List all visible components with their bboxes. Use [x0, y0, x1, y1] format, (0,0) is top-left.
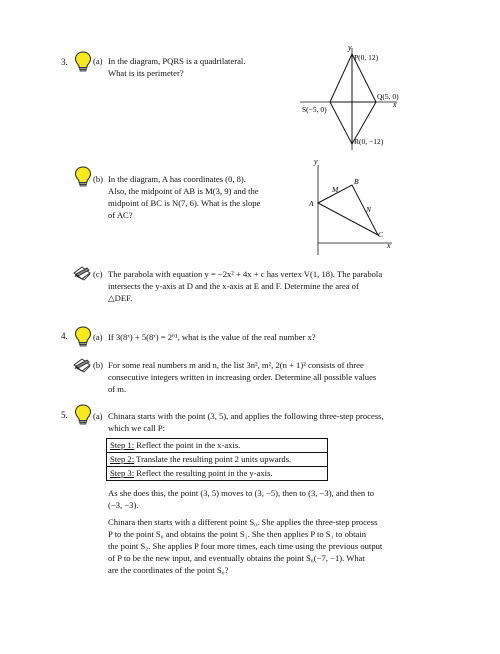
- step-row-3: [106, 466, 328, 481]
- y-axis-label: y: [348, 43, 352, 52]
- q5a-para3-line-1: Chinara then starts with a different point S₀. She applies the three-step process: [108, 517, 378, 527]
- pencil-icon: [71, 264, 93, 282]
- lightbulb-icon: [74, 166, 92, 188]
- y-axis-label: y: [314, 157, 318, 166]
- step-3-label: Step 3:: [110, 468, 135, 478]
- point-s-label: S(−5, 0): [302, 105, 327, 114]
- q3a-label: (a): [93, 56, 103, 66]
- step-3-text: Reflect the resulting point in the y-axis.: [136, 468, 273, 478]
- point-a-label: A: [309, 199, 314, 208]
- point-c-label: C: [378, 230, 384, 239]
- q5a-para3-line-2: P to the point S₀ and obtains the point S₁. She then applies P to S₁ to obtain: [108, 529, 367, 539]
- q3b-text-line-1: In the diagram, A has coordinates (0, 8).: [108, 174, 246, 184]
- pencil-icon: [71, 356, 93, 374]
- q4b-text-line-1: For some real numbers m and n, the list 3n², m², 2(n + 1)² consists of three: [108, 360, 364, 370]
- q4a-text-line-1: If 3(8ˣ) + 5(8ˣ) = 2⁶¹, what is the value of the real number x?: [108, 332, 316, 342]
- step-2-label: Step 2:: [110, 454, 135, 464]
- step-row-2: [106, 452, 328, 466]
- lightbulb-icon: [74, 51, 92, 73]
- q5a-text-line-1: Chinara starts with the point (3, 5), and applies the following three-step process,: [108, 411, 384, 421]
- q5a-label: (a): [93, 411, 103, 421]
- q3c-label: (c): [93, 269, 103, 279]
- x-axis-label: x: [393, 100, 397, 109]
- quadrilateral-diagram: [290, 40, 400, 152]
- question-number-5: 5.: [61, 410, 68, 420]
- quadrilateral-pqrs: [330, 54, 376, 144]
- triangle-diagram: [300, 155, 400, 257]
- q5a-text-line-2: which we call P:: [108, 423, 166, 433]
- question-number-4: 4.: [61, 331, 68, 341]
- step-1-label: Step 1:: [110, 440, 135, 450]
- q3c-text-line-3: △DEF.: [108, 293, 133, 303]
- lightbulb-icon: [74, 326, 92, 348]
- q4b-label: (b): [93, 360, 104, 370]
- q4b-text-line-2: consecutive integers written in increasing order. Determine all possible values: [108, 372, 377, 382]
- step-2-text: Translate the resulting point 2 units upwards.: [136, 454, 292, 464]
- step-row-1: [106, 438, 328, 452]
- q3b-text-line-2: Also, the midpoint of AB is M(3, 9) and the: [108, 186, 259, 196]
- point-q-label: Q(5, 0): [377, 92, 399, 101]
- lightbulb-icon: [74, 404, 92, 426]
- point-b-label: B: [354, 177, 359, 186]
- x-axis-label: x: [387, 241, 391, 250]
- steps-box: [106, 438, 328, 481]
- q3a-text-line-2: What is its perimeter?: [108, 68, 184, 78]
- q5a-para2-line-1: As she does this, the point (3, 5) moves to (3, −5), then to (3, −3), and then to: [108, 488, 375, 498]
- q4b-text-line-3: of m.: [108, 384, 127, 394]
- q5a-para2-line-2: (−3, −3).: [108, 500, 139, 510]
- point-p-label: P(0, 12): [354, 53, 379, 62]
- q3b-text-line-3: midpoint of BC is N(7, 6). What is the slope: [108, 198, 261, 208]
- q5a-para3-line-3: the point S₂. She applies P four more times, each time using the previous output: [108, 541, 383, 551]
- q3b-label: (b): [93, 174, 104, 184]
- question-number-3: 3.: [61, 57, 68, 67]
- point-m-label: M: [332, 185, 339, 194]
- point-n-label: N: [366, 205, 372, 214]
- q5a-para3-line-5: are the coordinates of the point S₀?: [108, 565, 229, 575]
- q3c-text-line-1: The parabola with equation y = −2x² + 4x + c has vertex V(1, 18). The parabola: [108, 269, 383, 279]
- q3a-text-line-1: In the diagram, PQRS is a quadrilateral.: [108, 56, 246, 66]
- q4a-label: (a): [93, 332, 103, 342]
- step-1-text: Reflect the point in the x-axis.: [136, 440, 241, 450]
- q3b-text-line-4: of AC?: [108, 210, 133, 220]
- q5a-para3-line-4: of P to be the new input, and eventually obtains the point S₆(−7, −1). What: [108, 553, 365, 563]
- q3c-text-line-2: intersects the y-axis at D and the x-axis at E and F. Determine the area of: [108, 281, 359, 291]
- point-r-label: R(0, −12): [354, 137, 384, 146]
